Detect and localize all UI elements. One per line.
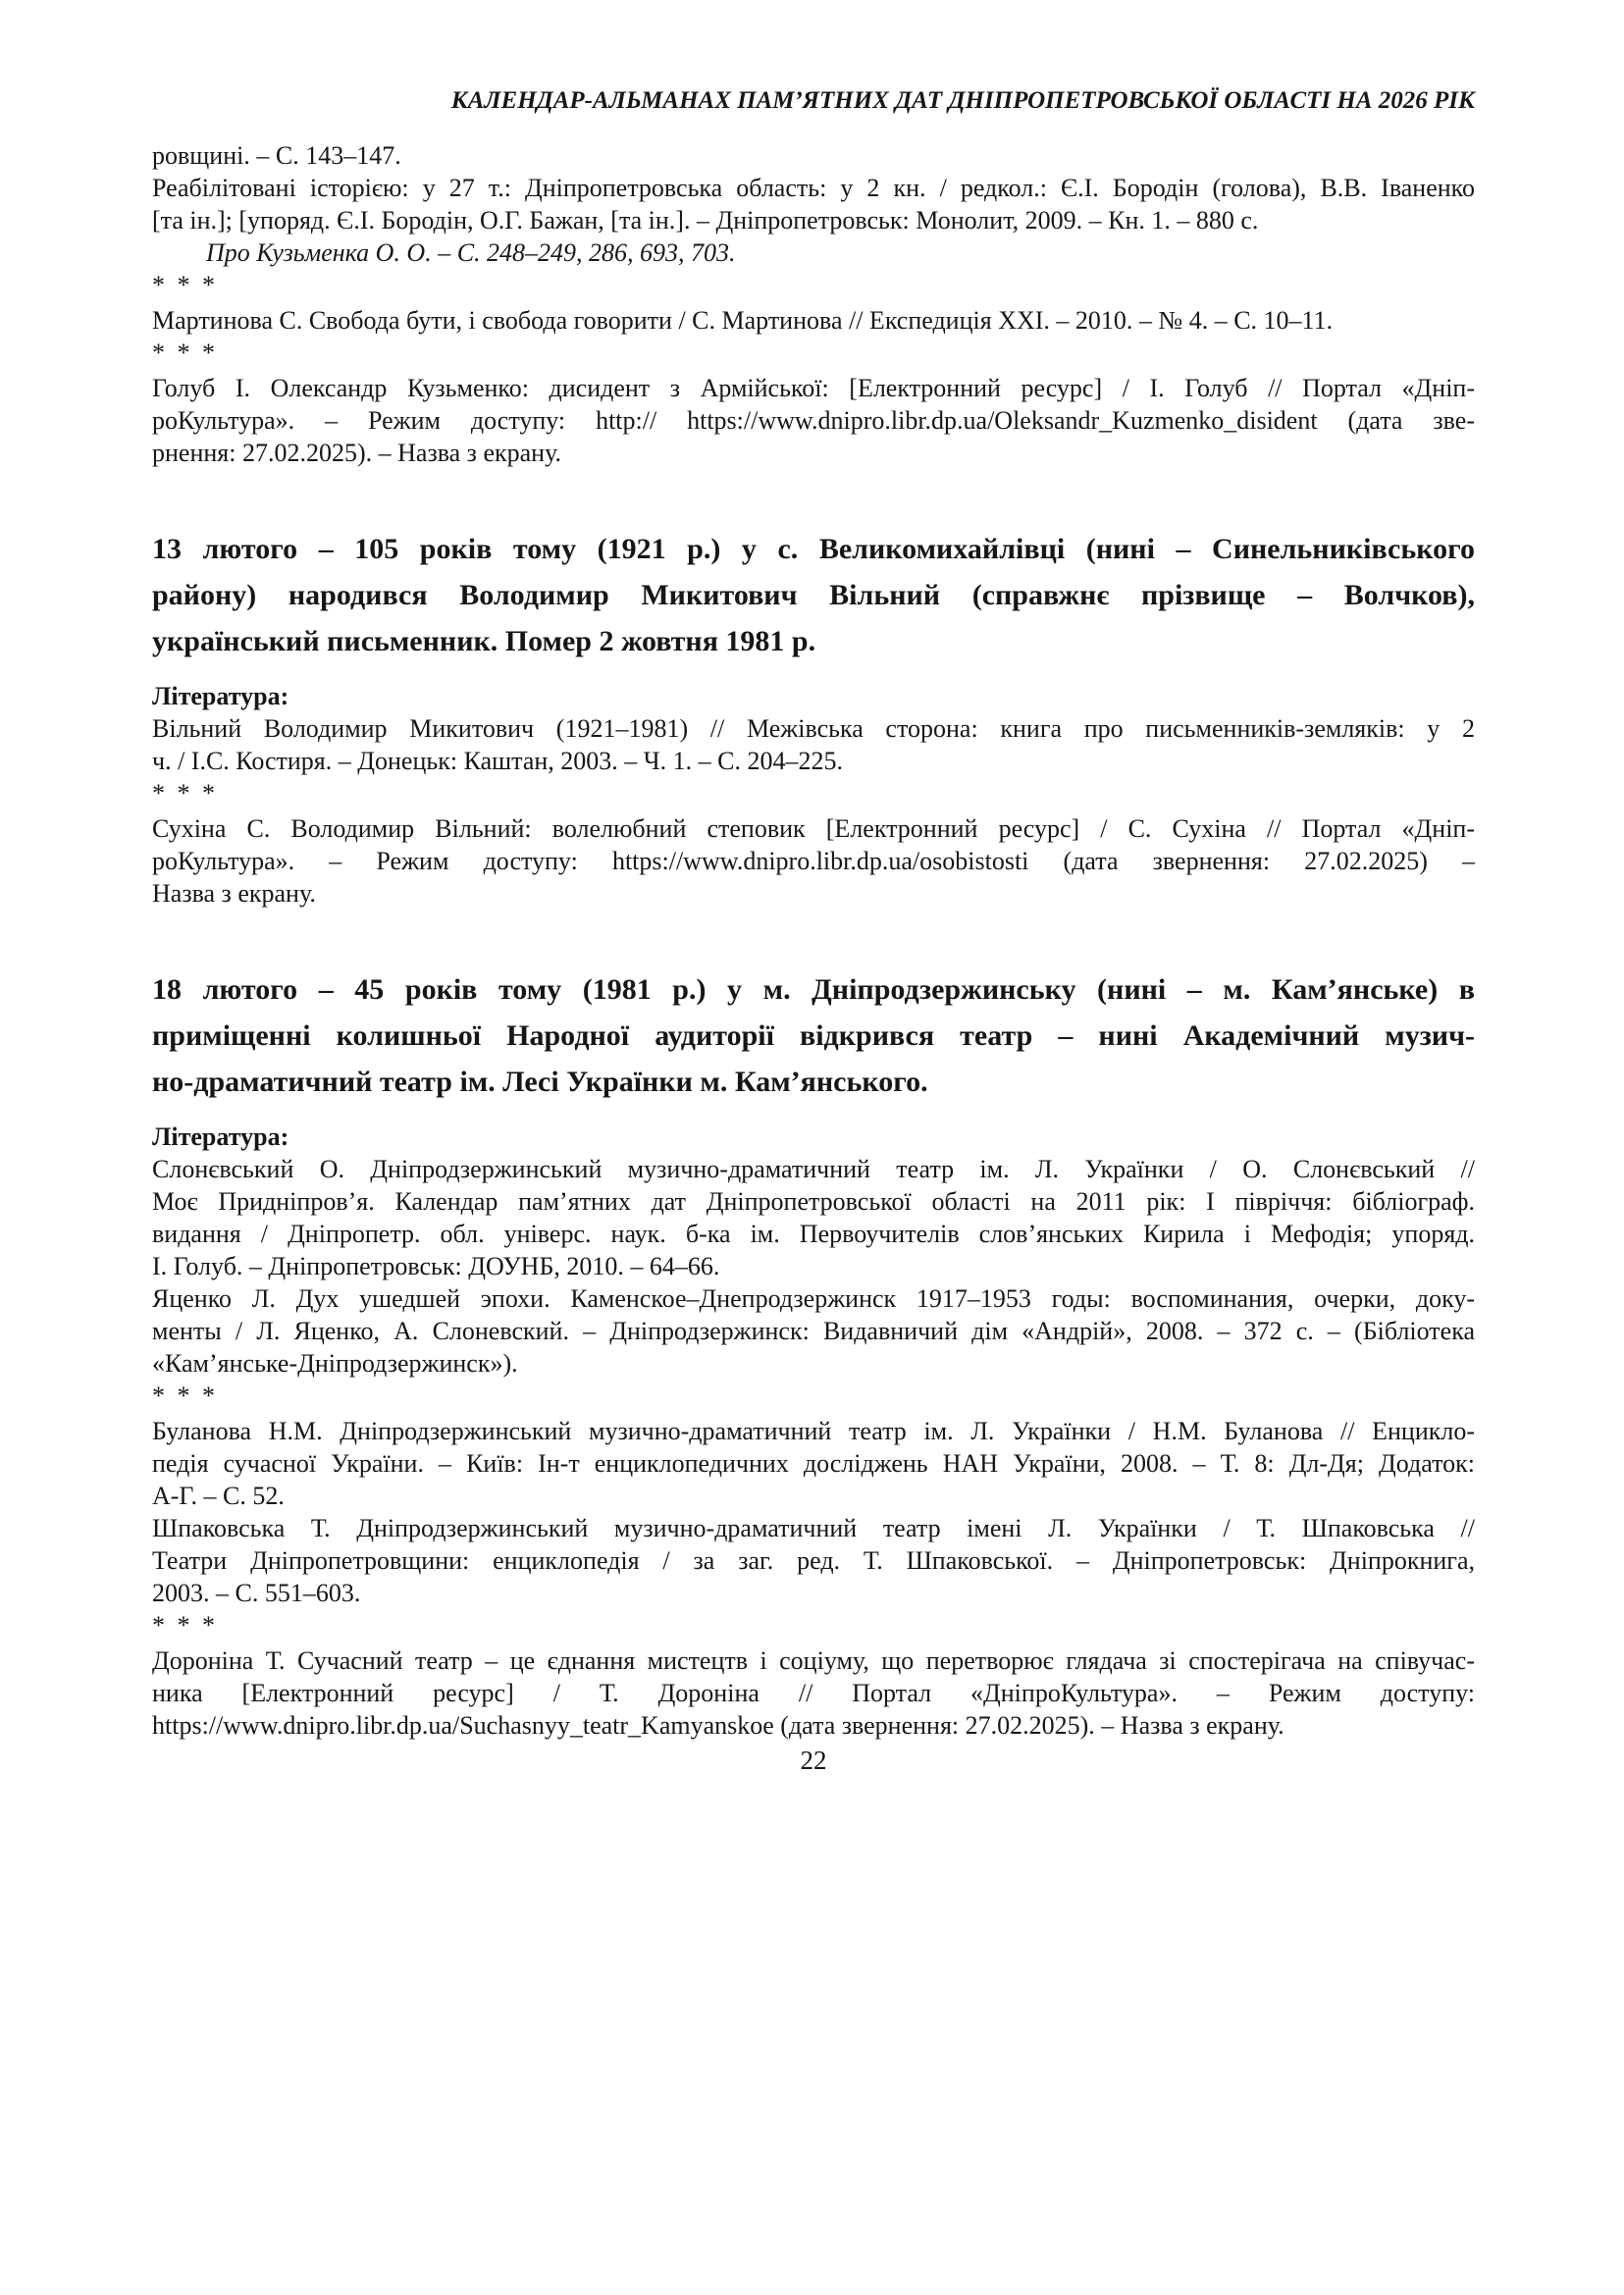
separator-asterisks: * * * <box>152 779 218 808</box>
separator-asterisks: * * * <box>152 1382 218 1410</box>
text-line: 13 лютого – 105 років тому (1921 р.) у с. Великомихайлівці (нині – Синельниківського <box>152 533 1475 565</box>
text-line: роКультура». – Режим доступу: https://www.dnipro.libr.dp.ua/osobistosti (дата звернення: 27.02.2025) – <box>152 847 1475 875</box>
bib-entry-bulanova <box>152 1415 1475 1512</box>
bib-entry-yatsenko <box>152 1282 1475 1380</box>
text-line: І. Голуб. – Дніпропетровськ: ДОУНБ, 2010. – 64–66. <box>152 1252 720 1280</box>
text-line: Сухіна С. Володимир Вільний: волелюбний степовик [Електронний ресурс] / С. Сухіна // Портал «Дніп- <box>152 814 1475 843</box>
page-number: 22 <box>800 1746 827 1775</box>
separator-asterisks: * * * <box>152 339 218 367</box>
text-line: Голуб І. Олександр Кузьменко: дисидент з Армійської: [Електронний ресурс] / І. Голуб // Портал «Дніп- <box>152 374 1475 402</box>
text-line: Моє Придніпров’я. Календар пам’ятних дат Дніпропетровської області на 2011 рік: І півріччя: бібліограф. <box>152 1187 1475 1216</box>
event-heading-13-february <box>152 526 1475 664</box>
bib-entry-vilnyi <box>152 712 1475 777</box>
text-line: Шпаковська Т. Дніпродзержинський музично-драматичний театр імені Л. Українки / Т. Шпаковська // <box>152 1514 1475 1542</box>
text-line: Слонєвський О. Дніпродзержинський музично-драматичний театр ім. Л. Українки / О. Слонєвський // <box>152 1155 1475 1183</box>
separator-asterisks: * * * <box>152 1611 218 1640</box>
text-line: Вільний Володимир Микитович (1921–1981) // Межівська сторона: книга про письменників-земляків: у 2 <box>152 714 1475 743</box>
bib-continuation-line: ровщині. – С. 143–147. <box>152 141 401 170</box>
bib-entry-slonevskyi <box>152 1153 1475 1282</box>
text-line: ника [Електронний ресурс] / Т. Дороніна // Портал «ДніпроКультура». – Режим доступу: <box>152 1679 1475 1707</box>
event-heading-18-february <box>152 966 1475 1105</box>
bib-entry-sukhina <box>152 812 1475 910</box>
text-line: 2003. – С. 551–603. <box>152 1579 361 1607</box>
document-body <box>152 139 1475 1742</box>
text-line: ч. / І.С. Костиря. – Донецьк: Каштан, 2003. – Ч. 1. – С. 204–225. <box>152 747 844 775</box>
text-line: менты / Л. Яценко, А. Слоневский. – Дніпродзержинск: Видавничий дім «Андрій», 2008. – 372 с. – (Бібліотека <box>152 1317 1475 1345</box>
text-line: Назва з екрану. <box>152 879 316 908</box>
text-line: Яценко Л. Дух ушедшей эпохи. Каменское–Днепродзержинск 1917–1953 годы: воспоминания, очерки, доку- <box>152 1284 1475 1313</box>
text-line: 18 лютого – 45 років тому (1981 р.) у м. Дніпродзержинську (нині – м. Кам’янське) в <box>152 973 1475 1006</box>
text-line: Дороніна Т. Сучасний театр – це єднання мистецтв і соціуму, що перетворює глядача зі спостерігача на співучас- <box>152 1646 1475 1675</box>
text-line: педія сучасної України. – Київ: Ін-т енциклопедичних досліджень НАН України, 2008. – Т. 8: Дл-Дя; Додаток: <box>152 1449 1475 1478</box>
text-line: Театри Дніпропетровщини: енциклопедія / за заг. ред. Т. Шпаковської. – Дніпропетровськ: Дніпрокнига, <box>152 1546 1475 1575</box>
running-header: КАЛЕНДАР-АЛЬМАНАХ ПАМ’ЯТНИХ ДАТ ДНІПРОПЕТРОВСЬКОЇ ОБЛАСТІ НА 2026 РІК <box>450 87 1475 114</box>
bib-entry-doronina <box>152 1644 1475 1742</box>
literature-label: Література: <box>152 1122 289 1151</box>
bib-entry-reabilitovani <box>152 172 1475 236</box>
text-line: А-Г. – С. 52. <box>152 1482 285 1510</box>
text-line: роКультура». – Режим доступу: http:// https://www.dnipro.libr.dp.ua/Oleksandr_Kuzmenko_disident (дата зве- <box>152 406 1475 435</box>
literature-label: Література: <box>152 682 289 710</box>
text-line: рнення: 27.02.2025). – Назва з екрану. <box>152 439 561 467</box>
text-line: району) народився Володимир Микитович Вільний (справжнє прізвище – Волчков), <box>152 579 1475 611</box>
text-line: видання / Дніпропетр. обл. універс. наук. б-ка ім. Первоучителів слов’янських Кирила і Мефодія; упоряд. <box>152 1220 1475 1248</box>
bib-reference-note: Про Кузьменка О. О. – С. 248–249, 286, 693, 703. <box>206 238 736 267</box>
text-line: український письменник. Помер 2 жовтня 1981 р. <box>152 625 816 657</box>
bib-entry-martynova: Мартинова С. Свобода бути, і свобода говорити / С. Мартинова // Експедиція XXI. – 2010. – № 4. – С. 10–11. <box>152 306 1334 335</box>
text-line: Реабілітовані історією: у 27 т.: Дніпропетровська область: у 2 кн. / редкол.: Є.І. Бородін (голова), В.В. Іваненко <box>152 174 1475 202</box>
separator-asterisks: * * * <box>152 271 218 299</box>
text-line: но-драматичний театр ім. Лесі Українки м. Кам’янського. <box>152 1066 928 1098</box>
text-line: https://www.dnipro.libr.dp.ua/Suchasnyy_teatr_Kamyanskoe (дата звернення: 27.02.2025). – Назва з екрану. <box>152 1711 1284 1740</box>
text-line: [та ін.]; [упоряд. Є.І. Бородін, О.Г. Бажан, [та ін.]. – Дніпропетровськ: Монолит, 2009. – Кн. 1. – 880 с. <box>152 206 1259 235</box>
bib-entry-shpakovska <box>152 1512 1475 1609</box>
text-line: «Кам’янське-Дніпродзержинск»). <box>152 1349 518 1378</box>
text-line: Буланова Н.М. Дніпродзержинський музично-драматичний театр ім. Л. Українки / Н.М. Буланова // Енцикло- <box>152 1417 1475 1445</box>
text-line: приміщенні колишньої Народної аудиторії відкрився театр – нині Академічний музич- <box>152 1019 1475 1052</box>
bib-entry-golub <box>152 372 1475 469</box>
